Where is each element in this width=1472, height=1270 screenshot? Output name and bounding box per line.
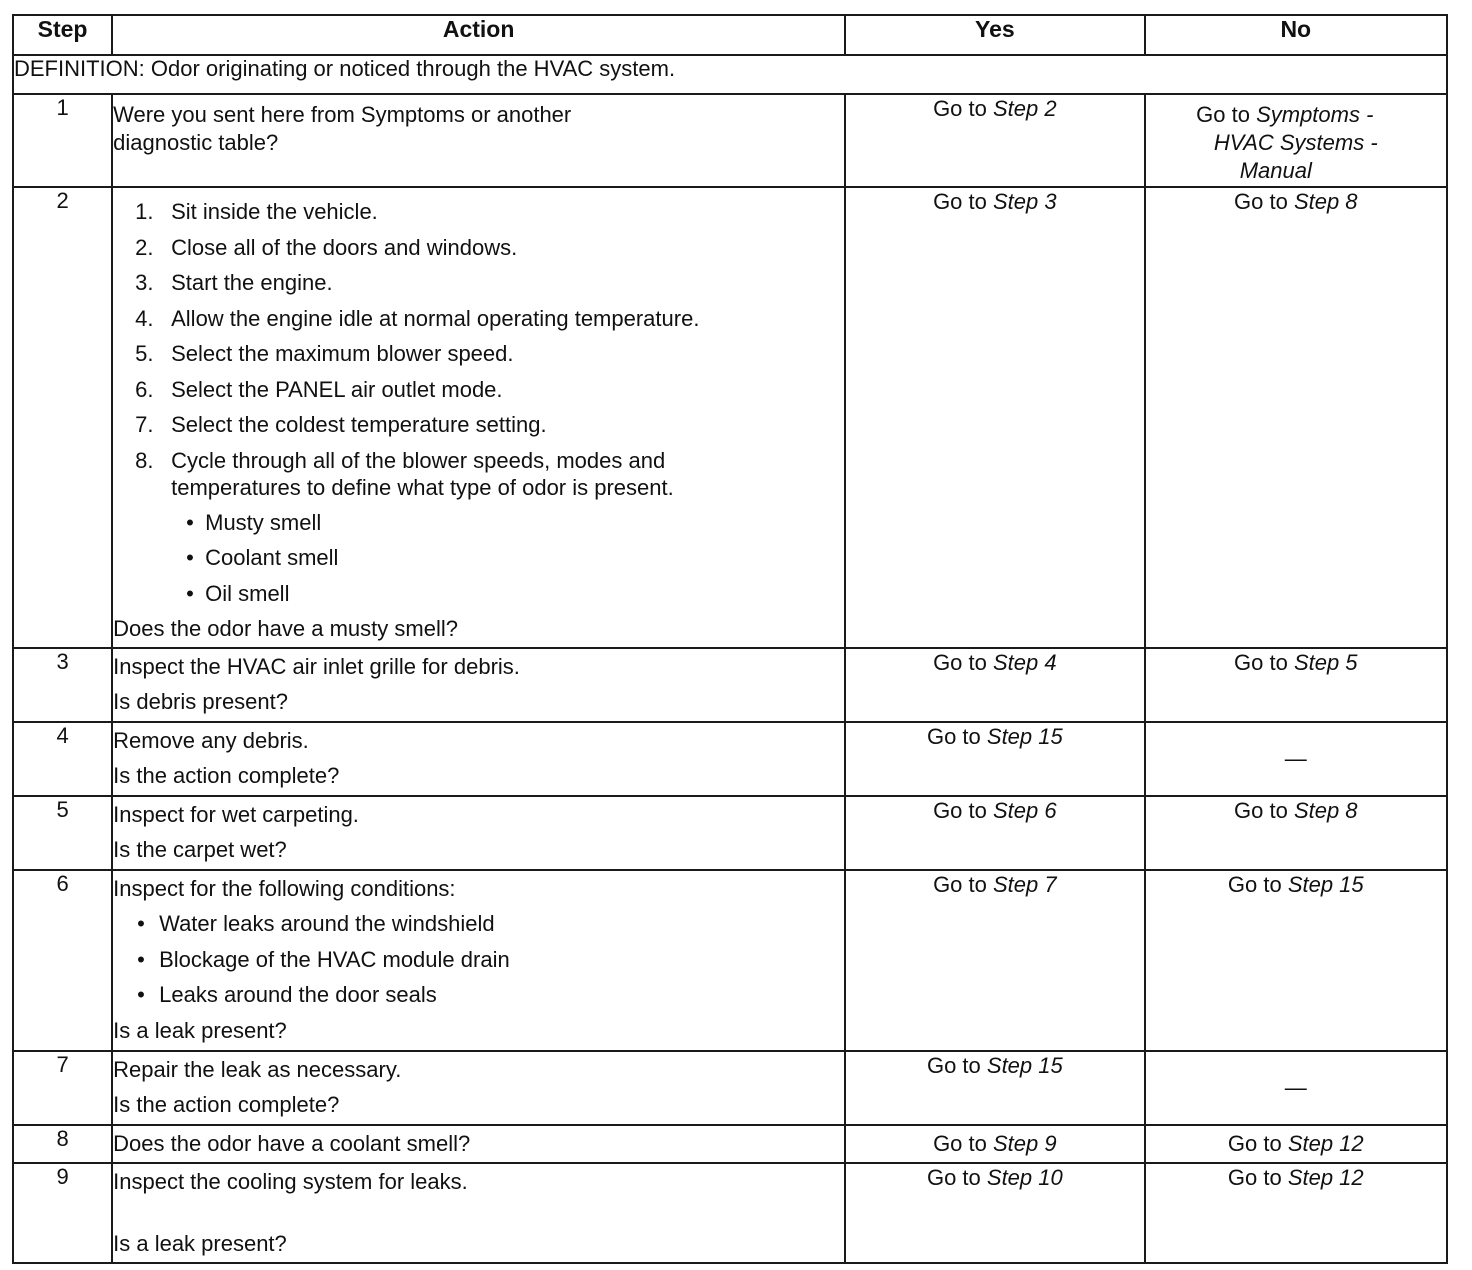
action-cell bbox=[112, 1125, 845, 1163]
yes-step-ref: Step 9 bbox=[993, 1130, 1057, 1156]
yes-step-ref: Step 15 bbox=[986, 723, 1063, 749]
table-row bbox=[13, 796, 1447, 870]
bullet-item: • Coolant smell bbox=[186, 545, 339, 570]
bullet-text: Leaks around the door seals bbox=[159, 982, 437, 1007]
list-text: Select the PANEL air outlet mode. bbox=[171, 376, 503, 402]
goto-prefix: Go to bbox=[933, 797, 987, 823]
goto-prefix: Go to bbox=[1234, 649, 1288, 675]
yes-step-ref: Step 10 bbox=[986, 1164, 1063, 1190]
yes-cell bbox=[845, 1125, 1144, 1163]
step-number: 6 bbox=[13, 870, 112, 1051]
table-row bbox=[13, 722, 1447, 796]
list-item bbox=[113, 372, 844, 408]
yes-cell bbox=[845, 796, 1144, 870]
list-number: 1. bbox=[135, 199, 154, 224]
step-number: 4 bbox=[13, 722, 112, 796]
yes-cell bbox=[845, 870, 1144, 1051]
yes-cell bbox=[845, 1051, 1144, 1125]
goto-prefix: Go to bbox=[1227, 1164, 1282, 1190]
list-text: Start the engine. bbox=[171, 270, 333, 295]
bullet-item: • Leaks around the door seals bbox=[137, 982, 437, 1007]
goto-prefix: Go to bbox=[1196, 102, 1250, 127]
list-text: Allow the engine idle at normal operating temperature. bbox=[171, 305, 700, 331]
no-cell bbox=[1145, 870, 1447, 1051]
goto-prefix: Go to bbox=[926, 1164, 981, 1190]
action-text: Remove any debris. bbox=[113, 727, 309, 753]
no-step-ref: Step 15 bbox=[1287, 871, 1364, 897]
action-text: Inspect the HVAC air inlet grille for debris. bbox=[113, 653, 520, 679]
list-item bbox=[113, 443, 844, 612]
step-number: 1 bbox=[13, 94, 112, 187]
yes-cell bbox=[845, 1163, 1144, 1263]
list-item bbox=[113, 407, 844, 443]
action-text: Inspect the cooling system for leaks. bbox=[113, 1168, 468, 1194]
action-cell bbox=[112, 796, 845, 870]
table-row bbox=[13, 648, 1447, 722]
header-action: Action bbox=[112, 15, 845, 55]
no-cell bbox=[1145, 1051, 1447, 1125]
table-row bbox=[13, 1051, 1447, 1125]
table-row bbox=[13, 870, 1447, 1051]
goto-prefix: Go to bbox=[926, 1052, 981, 1078]
list-text-cont: temperatures to define what type of odor is present. bbox=[171, 474, 674, 500]
question-text: Is a leak present? bbox=[113, 1231, 287, 1256]
question-text: Is a leak present? bbox=[113, 1017, 287, 1043]
header-yes: Yes bbox=[845, 15, 1144, 55]
goto-prefix: Go to bbox=[1234, 797, 1288, 823]
list-text: Select the coldest temperature setting. bbox=[171, 412, 547, 437]
list-text: Close all of the doors and windows. bbox=[171, 234, 518, 260]
action-cell bbox=[112, 648, 845, 722]
list-number: 7. bbox=[135, 412, 154, 437]
bullet-text: Musty smell bbox=[205, 509, 322, 535]
list-number: 8. bbox=[135, 447, 154, 473]
step-number: 2 bbox=[13, 187, 112, 648]
yes-cell bbox=[845, 648, 1144, 722]
list-number: 6. bbox=[135, 376, 154, 402]
list-text: Sit inside the vehicle. bbox=[171, 199, 378, 224]
action-text: Were you sent here from Symptoms or another bbox=[113, 102, 572, 127]
header-step: Step bbox=[13, 15, 112, 55]
definition-text: DEFINITION: Odor originating or noticed through the HVAC system. bbox=[13, 55, 1447, 94]
no-cell bbox=[1145, 187, 1447, 648]
action-cell bbox=[112, 722, 845, 796]
odor-type-list bbox=[171, 505, 844, 612]
action-cell bbox=[112, 1051, 845, 1125]
no-cell bbox=[1145, 796, 1447, 870]
no-step-ref: Step 8 bbox=[1293, 189, 1358, 214]
table-row bbox=[13, 1125, 1447, 1163]
no-step-ref: Step 5 bbox=[1293, 649, 1358, 675]
table-row bbox=[13, 187, 1447, 648]
goto-prefix: Go to bbox=[933, 1130, 987, 1156]
no-symptoms-ref-line2: HVAC Systems - bbox=[1213, 130, 1378, 155]
no-cell bbox=[1145, 1125, 1447, 1163]
bullet-text: Oil smell bbox=[205, 580, 290, 606]
list-number: 5. bbox=[135, 341, 154, 366]
yes-cell bbox=[845, 722, 1144, 796]
question-text: Is the action complete? bbox=[113, 763, 340, 788]
bullet-text: Coolant smell bbox=[205, 545, 339, 570]
question-text: Does the odor have a musty smell? bbox=[113, 616, 458, 641]
goto-prefix: Go to bbox=[1234, 189, 1288, 214]
bullet-item: • Musty smell bbox=[186, 509, 322, 535]
no-cell bbox=[1145, 722, 1447, 796]
action-cell bbox=[112, 94, 845, 187]
action-text: Repair the leak as necessary. bbox=[113, 1056, 402, 1082]
list-item bbox=[113, 301, 844, 337]
no-symptoms-ref: Symptoms - bbox=[1256, 102, 1374, 127]
step-number: 5 bbox=[13, 796, 112, 870]
header-no: No bbox=[1145, 15, 1447, 55]
yes-step-ref: Step 3 bbox=[993, 189, 1057, 214]
no-symptoms-ref-line3: Manual bbox=[1239, 158, 1312, 183]
yes-cell bbox=[845, 187, 1144, 648]
step-number: 9 bbox=[13, 1163, 112, 1263]
goto-prefix: Go to bbox=[933, 649, 987, 675]
list-text: Select the maximum blower speed. bbox=[171, 341, 514, 366]
question-text: Is the action complete? bbox=[113, 1092, 340, 1117]
list-number: 4. bbox=[135, 305, 154, 331]
step-number: 8 bbox=[13, 1125, 112, 1163]
condition-list bbox=[113, 906, 844, 1013]
bullet-item: • Oil smell bbox=[186, 580, 290, 606]
yes-cell bbox=[845, 94, 1144, 187]
action-text: Inspect for the following conditions: bbox=[113, 875, 456, 901]
yes-step-ref: Step 6 bbox=[993, 797, 1057, 823]
action-text: Inspect for wet carpeting. bbox=[113, 801, 359, 827]
action-cell bbox=[112, 1163, 845, 1263]
step-number: 7 bbox=[13, 1051, 112, 1125]
yes-step-ref: Step 7 bbox=[993, 871, 1057, 897]
goto-prefix: Go to bbox=[926, 723, 981, 749]
goto-prefix: Go to bbox=[933, 871, 987, 897]
no-cell bbox=[1145, 648, 1447, 722]
list-item bbox=[113, 194, 844, 230]
dash: — bbox=[1284, 1074, 1307, 1100]
question-text: Is debris present? bbox=[113, 689, 288, 714]
list-text: Cycle through all of the blower speeds, modes and bbox=[171, 447, 666, 473]
bullet-text: Water leaks around the windshield bbox=[159, 911, 495, 936]
action-cell bbox=[112, 870, 845, 1051]
no-step-ref: Step 12 bbox=[1287, 1164, 1364, 1190]
no-step-ref: Step 8 bbox=[1293, 797, 1358, 823]
bullet-item: • Water leaks around the windshield bbox=[137, 911, 495, 936]
yes-step-ref: Step 4 bbox=[993, 649, 1057, 675]
yes-step-ref: Step 2 bbox=[993, 96, 1057, 121]
action-cell bbox=[112, 187, 845, 648]
definition-row bbox=[13, 55, 1447, 94]
action-text: diagnostic table? bbox=[113, 130, 279, 155]
table-row bbox=[13, 1163, 1447, 1263]
table-row bbox=[13, 94, 1447, 187]
procedure-list bbox=[113, 188, 844, 611]
question-text: Is the carpet wet? bbox=[113, 837, 287, 862]
goto-prefix: Go to bbox=[933, 96, 987, 121]
list-item bbox=[113, 230, 844, 266]
goto-prefix: Go to bbox=[933, 189, 987, 214]
yes-step-ref: Step 15 bbox=[986, 1052, 1063, 1078]
list-number: 2. bbox=[135, 234, 154, 260]
diagnostic-table bbox=[12, 14, 1448, 1264]
no-cell bbox=[1145, 94, 1447, 187]
no-cell bbox=[1145, 1163, 1447, 1263]
list-number: 3. bbox=[135, 270, 154, 295]
list-item bbox=[113, 336, 844, 372]
step-number: 3 bbox=[13, 648, 112, 722]
goto-prefix: Go to bbox=[1227, 1130, 1282, 1156]
list-item bbox=[113, 265, 844, 301]
goto-prefix: Go to bbox=[1227, 871, 1282, 897]
no-step-ref: Step 12 bbox=[1287, 1130, 1364, 1156]
header-row bbox=[13, 15, 1447, 55]
bullet-text: Blockage of the HVAC module drain bbox=[159, 946, 510, 972]
dash: — bbox=[1284, 745, 1307, 771]
bullet-item: • Blockage of the HVAC module drain bbox=[137, 946, 510, 972]
question-text: Does the odor have a coolant smell? bbox=[113, 1130, 471, 1156]
